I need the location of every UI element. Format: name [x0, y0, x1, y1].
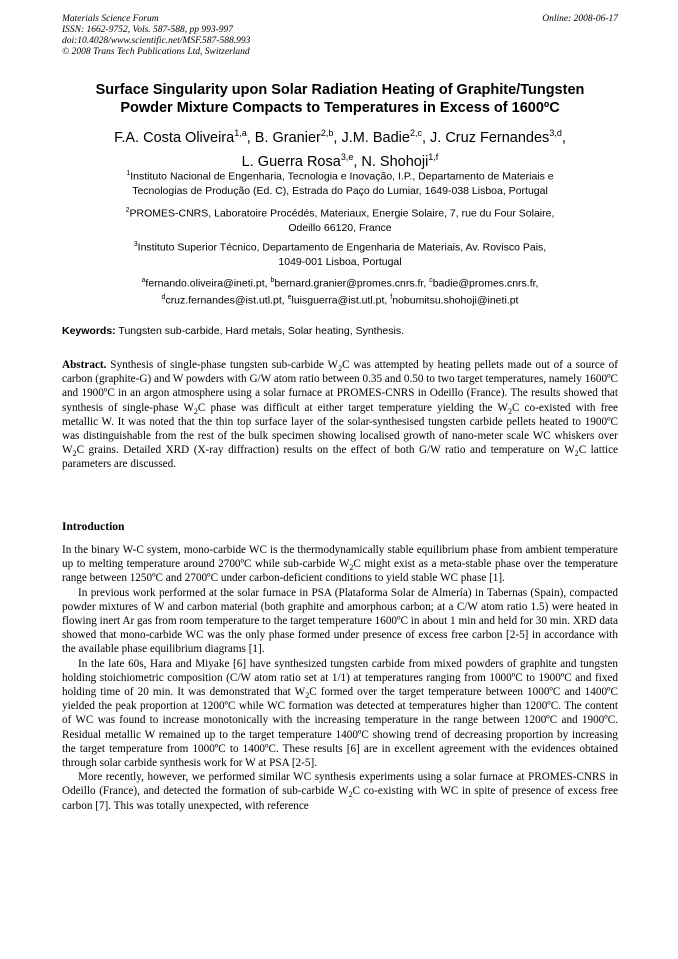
- author-name: N. Shohoji: [361, 153, 429, 170]
- abstract-text: C lattice parameters are discussed.: [62, 444, 618, 471]
- email-sup: e: [287, 294, 292, 301]
- paragraph-text: In the binary W-C system, mono-carbide WC is the thermodynamically stable equilibrium phase from ambient temperature up to melting temperature around 2700ºC while sub-carbide W: [62, 544, 618, 571]
- paragraph-text: C formed over the target temperature between 1000ºC and 1400ºC yielded the peak proportion at 1200ºC while WC formation was detected at temperatures higher than 1200ºC. The content of WC was found to increase monotonically with the increasing temperature in the range between 1200ºC and 1900ºC. Residual metallic W remained up to the target temperature 1400ºC showing trend of decreasing proportion by increasing the target temperature from 1000ºC to 1400ºC. These results [6] are in excellent agreement with the evidences obtained through solar carbide synthesis work for W at PSA [2-5].: [62, 686, 618, 770]
- affiliation-1: [62, 167, 618, 199]
- abstract-text: C grains. Detailed XRD (X-ray diffraction) results on the effect of both G/W ratio and temperature on W: [76, 444, 575, 457]
- subscript: 2: [574, 449, 579, 459]
- author-name: F.A. Costa Oliveira: [114, 129, 235, 146]
- subscript: 2: [305, 691, 310, 701]
- subscript: 2: [193, 406, 198, 416]
- journal-name: Materials Science Forum: [62, 14, 159, 24]
- subscript: 2: [349, 563, 354, 573]
- email-link[interactable]: cruz.fernandes@ist.utl.pt,: [165, 294, 288, 307]
- journal-header: [62, 14, 618, 58]
- paragraph-text: C might exist as a meta-stable phase over the temperature range between 1250ºC and 2700ºC under carbon-deficient conditions to yield stable WC phase [1].: [62, 558, 618, 585]
- affiliation-sup: 1: [126, 170, 131, 177]
- author-line: F.A. Costa Oliveira$^{1,a}$, B. Granier$^{2,b}$, J.M. Badie$^{2,c}$, J. Cruz Fernandes$^{3,d}$,: [114, 128, 566, 146]
- abstract-text: Synthesis of single-phase tungsten sub-carbide W: [106, 359, 339, 371]
- affiliation-sup: 3: [133, 241, 138, 248]
- paper-title: [62, 81, 618, 117]
- subscript: 2: [507, 406, 512, 416]
- author-sup: 3,d: [549, 128, 562, 138]
- subscript: 2: [72, 449, 77, 459]
- author-name: L. Guerra Rosa: [241, 153, 341, 170]
- keywords: [62, 324, 618, 338]
- author-sup: 1,a: [234, 128, 247, 138]
- keywords-label: Keywords:: [62, 325, 116, 337]
- email-sup: a: [141, 277, 146, 284]
- author-name: J.M. Badie: [341, 129, 410, 146]
- abstract-text: C co-existed with free metallic W. It was noted that the thin top surface layer of the solar-synthesised tungsten carbide pellets heated to 1900ºC was distinguishable from the rest of the bulk specimen showing localised growth of nano-meter scale WC whiskers over W: [62, 401, 618, 457]
- author-sup: 3,e: [340, 151, 354, 162]
- author-sup: 2,b: [320, 128, 334, 138]
- paragraph: [62, 543, 618, 586]
- paragraph-text: More recently, however, we performed similar WC synthesis experiments using a solar furnace at PROMES-CNRS in Odeillo (France), and detected the formation of sub-carbide W: [62, 771, 618, 798]
- abstract-text: C was attempted by heating pellets made out of a source of carbon (graphite-G) and W powders with G/W atom ratio between 0.35 and 0.50 to two target temperatures, namely 1600ºC and 1900ºC in an argon atmosphere using a solar furnace at PROMES-CNRS in Odeillo (France). The results showed that synthesis of single-phase W: [62, 359, 618, 414]
- email-sup: c: [429, 277, 433, 284]
- paragraph: [62, 657, 618, 771]
- email-list: [62, 274, 618, 308]
- author-line: L. Guerra Rosa$^{3,e}$, N. Shohoji$^{1,f}$: [241, 151, 439, 170]
- author-name: J. Cruz Fernandes: [430, 129, 550, 146]
- affiliation-text: 1049-001 Lisboa, Portugal: [278, 256, 402, 268]
- title-line: Powder Mixture Compacts to Temperatures in Excess of 1600ºC: [120, 100, 560, 116]
- email-link[interactable]: luisguerra@ist.utl.pt,: [291, 294, 391, 307]
- affiliation-text: Odeillo 66120, France: [288, 222, 392, 234]
- paragraph: In previous work performed at the solar furnace in PSA (Plataforma Solar de Almería) in Tabernas (Spain), compacted powder mixtures of W and carbon material (both graphite and amorphous carbon; at a C/W atom ratio 1.5) were heated in flowing inert Ar gas from room temperature to the target temperature 1600ºC in about 1 min and held for 30 min. XRD data showed that mono-carbide WC was the only phase formed under presence of excess free carbon [2-5] in accordance with the available phase equilibrium diagrams [1].: [62, 586, 618, 656]
- author-sup: 1,f: [428, 151, 439, 162]
- author-sup: 2,c: [409, 128, 422, 138]
- email-link[interactable]: badie@promes.cnrs.fr,: [432, 277, 539, 290]
- paragraph-text: C co-existing with WC in spite of presence of excess free carbon [7]. This was totally unexpected, with reference: [62, 785, 619, 812]
- affiliation-text: Instituto Superior Técnico, Departamento de Engenharia de Materiais, Av. Rovisco Pais,: [137, 241, 547, 254]
- doi-line: doi:10.4028/www.scientific.net/MSF.587-588.993: [62, 36, 251, 46]
- email-sup: d: [161, 294, 166, 301]
- abstract: [62, 358, 618, 472]
- author-list: [62, 124, 618, 172]
- affiliation-text: Tecnologias de Produção (Ed. C), Estrada do Paço do Lumiar, 1649-038 Lisboa, Portugal: [132, 185, 548, 197]
- issn-line: ISSN: 1662-9752, Vols. 587-588, pp 993-997: [62, 25, 233, 35]
- affiliation-3: [62, 238, 618, 270]
- affiliation-2: [62, 204, 618, 236]
- online-date: Online: 2008-06-17: [542, 14, 618, 24]
- section-heading-introduction: Introduction: [62, 521, 125, 533]
- abstract-label: Abstract.: [62, 359, 107, 371]
- email-link[interactable]: nobumitsu.shohoji@ineti.pt: [392, 294, 519, 307]
- email-sup: b: [270, 277, 275, 284]
- introduction-body: [62, 543, 618, 813]
- copyright-line: © 2008 Trans Tech Publications Ltd, Switzerland: [62, 47, 250, 57]
- author-name: B. Granier: [254, 129, 321, 146]
- email-sup: f: [390, 294, 393, 301]
- paragraph: [62, 770, 618, 813]
- subscript: 2: [338, 364, 343, 374]
- subscript: 2: [348, 790, 353, 800]
- abstract-text: C phase was difficult at either target temperature yielding the W: [197, 401, 508, 414]
- affiliation-text: Instituto Nacional de Engenharia, Tecnologia e Inovação, I.P., Departamento de Materiais e: [130, 170, 554, 183]
- keywords-text: Tungsten sub-carbide, Hard metals, Solar heating, Synthesis.: [115, 325, 405, 337]
- affiliation-sup: 2: [125, 207, 130, 214]
- email-link[interactable]: bernard.granier@promes.cnrs.fr,: [274, 277, 430, 290]
- paragraph-text: In the late 60s, Hara and Miyake [6] have synthesized tungsten carbide from mixed powders of graphite and tungsten holding stoichiometric composition (C/W atom ratio set at 1/1) at temperatures ranging from 1000ºC to 1900ºC and fixed holding time of 20 min. It was demonstrated that W: [62, 657, 618, 699]
- affiliation-text: PROMES-CNRS, Laboratoire Procédés, Materiaux, Energie Solaire, 7, rue du Four Solaire,: [129, 207, 555, 220]
- title-line: Surface Singularity upon Solar Radiation Heating of Graphite/Tungsten: [95, 82, 585, 98]
- email-link[interactable]: fernando.oliveira@ineti.pt,: [145, 277, 271, 290]
